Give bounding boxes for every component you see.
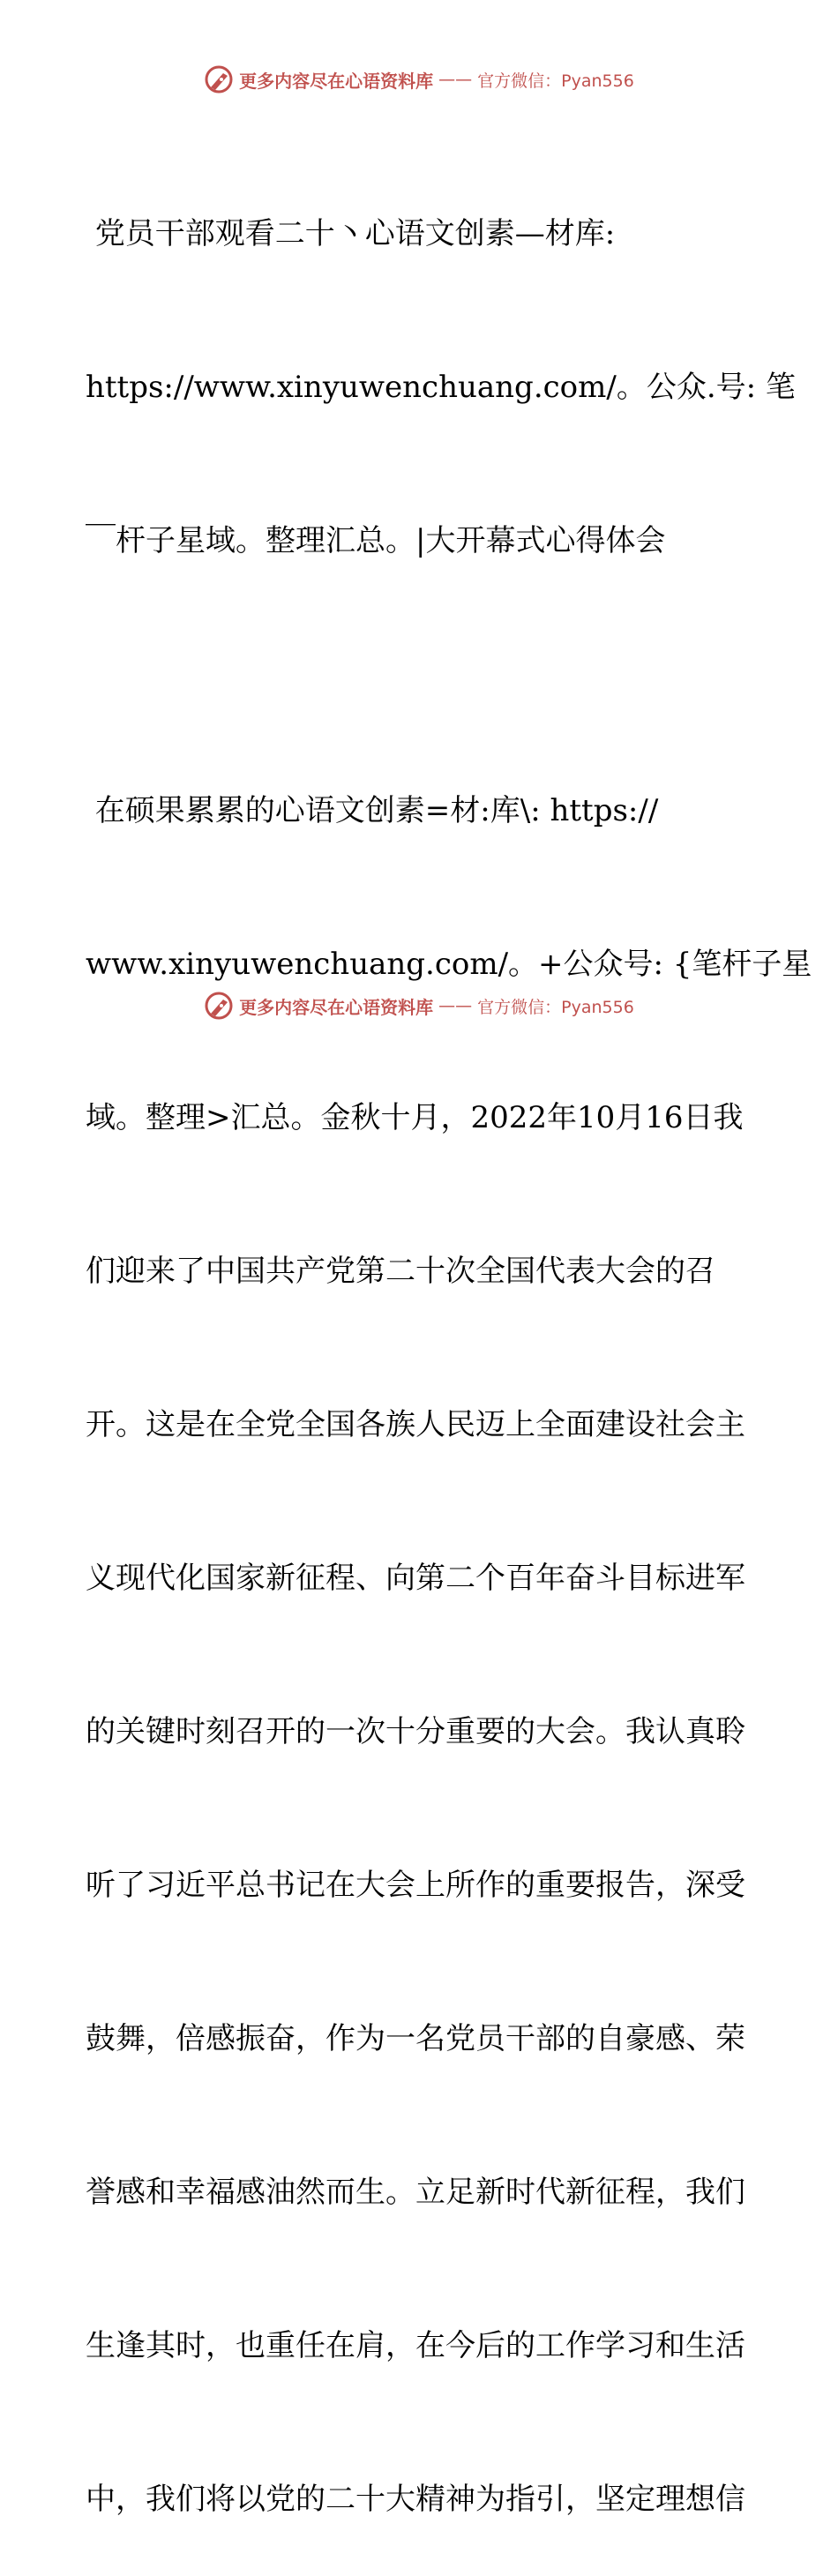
title-line: https://www.xinyuwenchuang.com/。公众.号: 笔 bbox=[86, 370, 796, 405]
document-body bbox=[86, 106, 812, 2576]
body-line: 中，我们将以党的二十大精神为指引，坚定理想信 bbox=[86, 2482, 745, 2517]
body-line: 在硕果累累的心语文创素=材:库\: https:// bbox=[86, 793, 659, 828]
body-line: 们迎来了中国共产党第二十次全国代表大会的召 bbox=[86, 1254, 715, 1289]
body-line: 听了习近平总书记在大会上所作的重要报告，深受 bbox=[86, 1868, 745, 1903]
body-line: 义现代化国家新征程、向第二个百年奋斗目标进军 bbox=[86, 1561, 745, 1596]
pen-nib-logo-icon bbox=[204, 64, 234, 94]
body-line: www.xinyuwenchuang.com/。+公众号: {笔杆子星 bbox=[86, 947, 812, 982]
banner-dash: —— bbox=[438, 70, 473, 89]
body-line: 生逢其时，也重任在肩，在今后的工作学习和生活 bbox=[86, 2328, 745, 2363]
body-line: 域。整理>汇总。金秋十月，2022年10月16日我 bbox=[86, 1100, 744, 1135]
body-line: 开。这是在全党全国各族人民迈上全面建设社会主 bbox=[86, 1407, 745, 1442]
banner-dash: —— bbox=[438, 996, 473, 1015]
banner-main-text: 更多内容尽在心语资料库 bbox=[239, 996, 434, 1018]
banner-main-text: 更多内容尽在心语资料库 bbox=[239, 70, 434, 92]
banner-wechat-text: 官方微信：Pyan556 bbox=[477, 997, 634, 1017]
title-line: 党员干部观看二十丶心语文创素—材库: bbox=[86, 216, 616, 251]
banner-wechat-text: 官方微信：Pyan556 bbox=[477, 71, 634, 91]
footer-banner bbox=[0, 988, 838, 1023]
paragraph-gap bbox=[86, 669, 756, 683]
body-line: 誉感和幸福感油然而生。立足新时代新征程，我们 bbox=[86, 2175, 745, 2210]
title-line: ￣杆子星域。整理汇总。|大开幕式心得体会 bbox=[86, 523, 666, 558]
body-line: 的关键时刻召开的一次十分重要的大会。我认真聆 bbox=[86, 1714, 745, 1749]
pen-nib-logo-icon bbox=[204, 991, 234, 1021]
body-line: 鼓舞，倍感振奋，作为一名党员干部的自豪感、荣 bbox=[86, 2021, 745, 2056]
header-banner bbox=[0, 62, 838, 97]
